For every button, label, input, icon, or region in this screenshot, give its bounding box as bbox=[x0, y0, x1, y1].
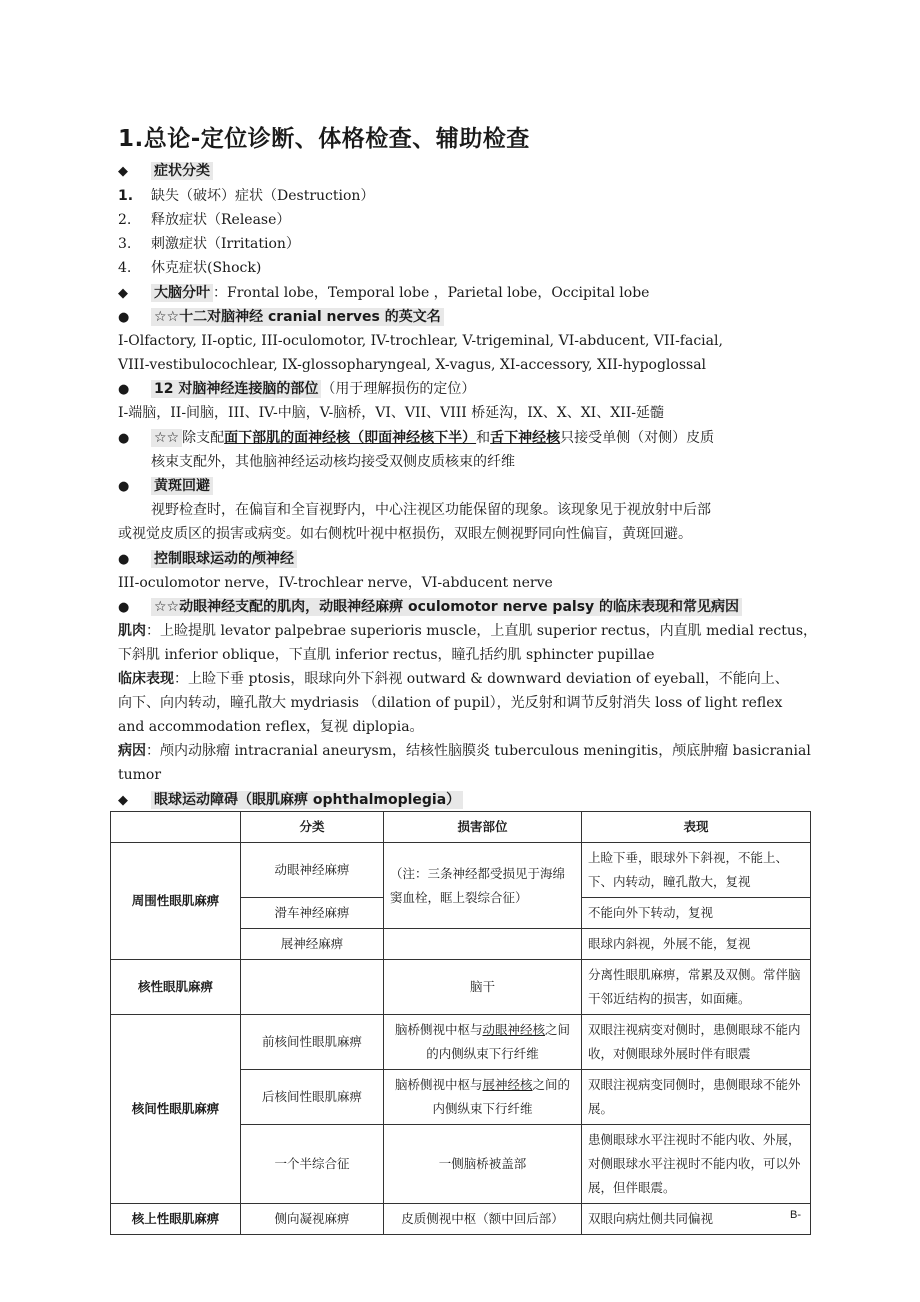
list-item: 3. 刺激症状（Irritation） bbox=[118, 236, 300, 252]
section-macular-sparing: ● 黄斑回避 bbox=[118, 476, 213, 497]
circle-bullet-icon: ● bbox=[118, 552, 130, 567]
paragraph-line: 视野检查时，在偏盲和全盲视野内，中心注视区功能保留的现象。该现象见于视放射中后部 bbox=[151, 502, 711, 518]
circle-bullet-icon: ● bbox=[118, 431, 130, 446]
section-symptom-classification bbox=[118, 161, 213, 182]
paragraph-line: 病因：颅内动脉瘤 intracranial aneurysm，结核性脑膜炎 tuberculous meningitis，颅底肿瘤 basicranial bbox=[118, 743, 811, 759]
paragraph-line: 临床表现：上睑下垂 ptosis，眼球向外下斜视 outward & downward deviation of eyeball，不能向上、 bbox=[118, 671, 789, 687]
paragraph-line: 向下、向内转动，瞳孔散大 mydriasis （dilation of pupil），光反射和调节反射消失 loss of light reflex bbox=[118, 695, 783, 711]
section-oculomotor: ● ☆☆动眼神经支配的肌肉，动眼神经麻痹 oculomotor nerve palsy 的临床表现和常见病因 bbox=[118, 597, 742, 618]
section-eye-nerves: ● 控制眼球运动的颅神经 bbox=[118, 549, 297, 570]
section-innervation: ● ☆☆ 除支配面下部肌的面神经核（即面神经核下半）和舌下神经核只接受单侧（对侧）皮质 bbox=[118, 428, 714, 449]
page-title: 1.总论-定位诊断、体格检查、辅助检查 bbox=[118, 126, 530, 152]
diamond-bullet-icon: ◆ bbox=[118, 286, 128, 301]
paragraph-line: VIII-vestibulocochlear, IX-glossopharyngeal, X-vagus, XI-accessory, XII-hypoglossal bbox=[118, 357, 707, 373]
table-row: 滑车神经麻痹 不能向外下转动，复视 bbox=[111, 898, 811, 929]
circle-bullet-icon: ● bbox=[118, 382, 130, 397]
section-cranial-nerves-english: ● ☆☆十二对脑神经 cranial nerves 的英文名 bbox=[118, 307, 444, 328]
table-row: 核间性眼肌麻痹 前核间性眼肌麻痹 脑桥侧视中枢与动眼神经核之间的内侧纵束下行纤维 双眼注视病变对侧时，患侧眼球不能内收，对侧眼球外展时伴有眼震 bbox=[111, 1015, 811, 1070]
paragraph-line: 肌肉：上睑提肌 levator palpebrae superioris muscle，上直肌 superior rectus，内直肌 medial rectus， bbox=[118, 623, 818, 639]
paragraph-line: 核束支配外，其他脑神经运动核均接受双侧皮质核束的纤维 bbox=[151, 454, 515, 470]
paragraph-line: III-oculomotor nerve，IV-trochlear nerve，VI-abducent nerve bbox=[118, 575, 553, 591]
paragraph-line: 或视觉皮质区的损害或病变。如右侧枕叶视中枢损伤，双眼左侧视野同向性偏盲，黄斑回避。 bbox=[118, 526, 692, 542]
table-row: 一个半综合征 一侧脑桥被盖部 患侧眼球水平注视时不能内收、外展，对侧眼球水平注视时不能内收，可以外展，但伴眼震。 bbox=[111, 1125, 811, 1204]
paragraph-line: 下斜肌 inferior oblique，下直肌 inferior rectus，瞳孔括约肌 sphincter pupillae bbox=[118, 647, 655, 663]
section-cerebral-lobes: ◆ 大脑分叶 ：Frontal lobe，Temporal lobe ，Parietal lobe，Occipital lobe bbox=[118, 283, 649, 304]
section-ophthalmoplegia: ◆ 眼球运动障碍（眼肌麻痹 ophthalmoplegia） bbox=[118, 790, 463, 811]
circle-bullet-icon: ● bbox=[118, 600, 130, 615]
paragraph-line: tumor bbox=[118, 767, 162, 783]
list-item: 1. 缺失（破坏）症状（Destruction） bbox=[118, 188, 375, 204]
section-nerve-sites: ● 12 对脑神经连接脑的部位 （用于理解损伤的定位） bbox=[118, 379, 475, 400]
paragraph-line: I-Olfactory, II-optic, III-oculomotor, IV-trochlear, V-trigeminal, VI-abducent, VII-facial, bbox=[118, 333, 723, 349]
table-row: 核性眼肌麻痹 脑干 分离性眼肌麻痹，常累及双侧。常伴脑干邻近结构的损害，如面瘫。 bbox=[111, 960, 811, 1015]
ophthalmoplegia-table bbox=[110, 811, 811, 1235]
diamond-bullet-icon: ◆ bbox=[118, 164, 128, 179]
paragraph-line: and accommodation reflex，复视 diplopia。 bbox=[118, 719, 424, 735]
circle-bullet-icon: ● bbox=[118, 310, 130, 325]
table-header-row: 分类 损害部位 表现 bbox=[111, 812, 811, 843]
circle-bullet-icon: ● bbox=[118, 479, 130, 494]
table-row: 展神经麻痹 眼球内斜视，外展不能，复视 bbox=[111, 929, 811, 960]
paragraph-line: I-端脑，II-间脑，III、IV-中脑，V-脑桥，VI、VII、VIII 桥延沟，IX、X、XI、XII-延髓 bbox=[118, 405, 664, 421]
table-row: 后核间性眼肌麻痹 脑桥侧视中枢与展神经核之间的内侧纵束下行纤维 双眼注视病变同侧时，患侧眼球不能外展。 bbox=[111, 1070, 811, 1125]
diamond-bullet-icon: ◆ bbox=[118, 793, 128, 808]
list-item: 2. 释放症状（Release） bbox=[118, 212, 291, 228]
section-label: 症状分类 bbox=[151, 162, 213, 180]
table-row: 核上性眼肌麻痹 侧向凝视麻痹 皮质侧视中枢（额中回后部） 双眼向病灶侧共同偏视 bbox=[111, 1204, 811, 1235]
list-item: 4. 休克症状(Shock) bbox=[118, 260, 262, 276]
table-row: 周围性眼肌麻痹 动眼神经麻痹 （注：三条神经都受损见于海绵窦血栓，眶上裂综合征） 上睑下垂，眼球外下斜视，不能上、下、内转动，瞳孔散大，复视 bbox=[111, 843, 811, 898]
page-footer: B- bbox=[790, 1209, 801, 1221]
